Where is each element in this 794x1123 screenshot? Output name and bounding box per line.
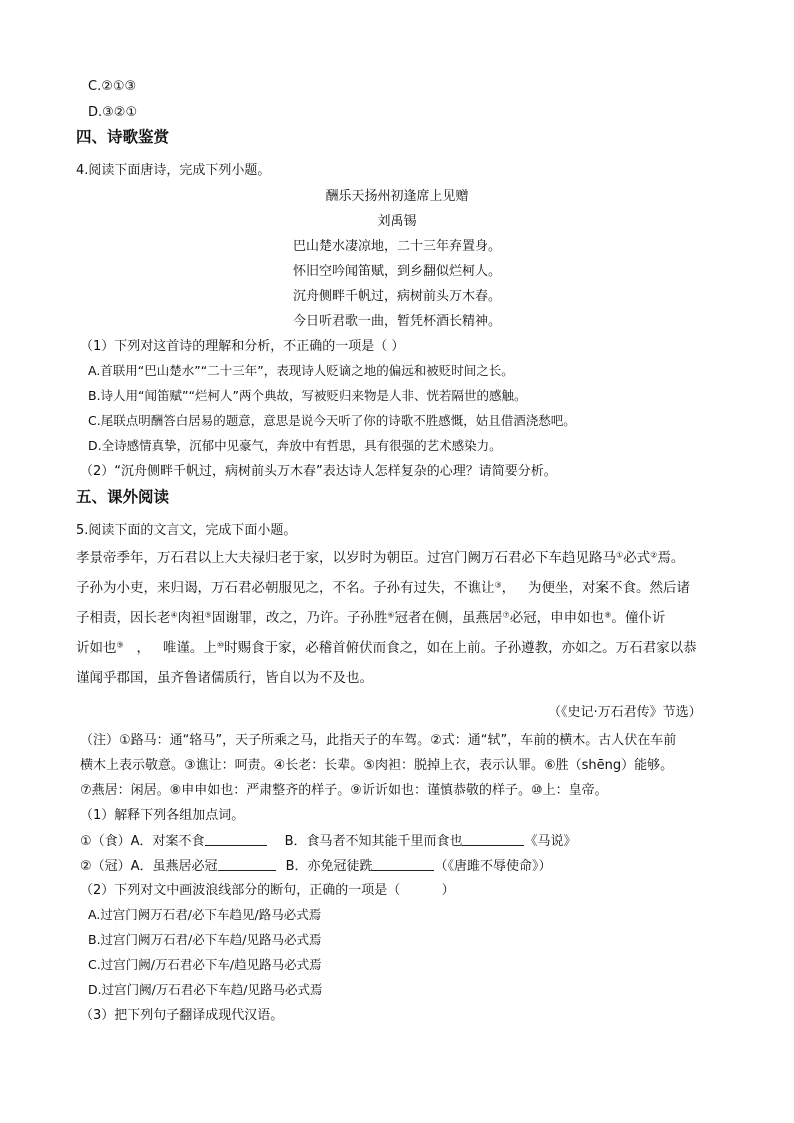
question-5-3: （3）把下列句子翻译成现代汉语。 bbox=[80, 1008, 284, 1023]
poem-title: 酬乐天扬州初逢席上见赠 bbox=[325, 189, 469, 204]
choice-c: C.过宫门阙/万石君必下车/趋见路马必式焉 bbox=[88, 957, 322, 972]
choice-c: C.尾联点明酬答白居易的题意，意思是说今天听了你的诗歌不胜感慨，姑且借酒浇愁吧。 bbox=[88, 413, 576, 428]
choice-a: A.首联用“巴山楚水”“二十三年”，表现诗人贬谪之地的偏远和被贬时间之长。 bbox=[88, 363, 514, 378]
question-5-1-row: ①（食）A．对案不食 B．食马者不知其能千里而食也 《马说》 bbox=[80, 834, 577, 849]
choice-a: A.过宫门阙万石君/必下车趋见/路马必式焉 bbox=[88, 907, 322, 922]
question-4-intro: 4.阅读下面唐诗，完成下列小题。 bbox=[76, 163, 271, 178]
choice-b: B.过宫门阙万石君/必下车趋/见路马必式焉 bbox=[88, 932, 322, 947]
answer-blank[interactable] bbox=[372, 859, 434, 871]
answer-blank[interactable] bbox=[462, 834, 524, 846]
poem-line: 沉舟侧畔千帆过，病树前头万木春。 bbox=[292, 289, 501, 304]
option-d: D.③②① bbox=[88, 105, 138, 120]
question-5-intro: 5.阅读下面的文言文，完成下面小题。 bbox=[76, 523, 297, 538]
passage-line: 子相责，因长老④肉袒⑤固谢罪，改之，乃许。子孙胜⑥冠者在侧，虽燕居⑦必冠，申申如也⑧。僮仆䜣 bbox=[76, 610, 666, 626]
answer-blank[interactable] bbox=[218, 859, 276, 871]
poem-line: 怀旧空吟闻笛赋，到乡翻似烂柯人。 bbox=[292, 264, 501, 279]
passage-line: 孝景帝季年，万石君以上大夫禄归老于家，以岁时为朝臣。过宫门阙万石君必下车趋见路马①必式②焉。 bbox=[76, 550, 685, 566]
question-5-1: （1）解释下列各组加点词。 bbox=[80, 808, 245, 823]
passage-line: 谨闻乎郡国，虽齐鲁诸儒质行，皆自以为不及也。 bbox=[76, 670, 373, 686]
section-heading-reading: 五、课外阅读 bbox=[76, 488, 170, 506]
choice-b: B.诗人用“闻笛赋”“烂柯人”两个典故，写被贬归来物是人非、恍若隔世的感触。 bbox=[88, 388, 527, 403]
annotation-line: 横木上表示敬意。③谯让：呵责。④长老：长辈。⑤肉袒：脱掉上衣，表示认罪。⑥胜（shēng）能够。 bbox=[80, 758, 674, 773]
section-heading-poetry: 四、诗歌鉴赏 bbox=[76, 128, 170, 146]
passage-line: 䜣如也⑨ ， 唯谨。上⑩时赐食于家，必稽首俯伏而食之，如在上前。子孙遵教，亦如之。万石君家以恭 bbox=[76, 640, 697, 656]
choice-d: D.全诗感情真挚，沉郁中见豪气，奔放中有哲思，具有很强的艺术感染力。 bbox=[88, 438, 502, 453]
answer-blank[interactable] bbox=[205, 834, 267, 846]
passage-source: （《史记·万石君传》节选） bbox=[548, 705, 702, 720]
annotation-line: ⑦燕居：闲居。⑧申申如也：严肃整齐的样子。⑨䜣䜣如也：谨慎恭敬的样子。⑩上：皇帝。 bbox=[80, 783, 608, 798]
choice-d: D.过宫门阙/万石君必下车趋/见路马必式焉 bbox=[88, 982, 323, 997]
annotation-line: （注）①路马：通“辂马”，天子所乘之马，此指天子的车驾。②式：通“轼”，车前的横木。古人伏在车前 bbox=[80, 733, 677, 748]
question-4-2: （2）“沉舟侧畔千帆过，病树前头万木春”表达诗人怎样复杂的心理？请简要分析。 bbox=[80, 464, 557, 479]
question-5-2: （2）下列对文中画波浪线部分的断句，正确的一项是（ ） bbox=[80, 883, 455, 898]
poem-line: 巴山楚水凄凉地，二十三年弃置身。 bbox=[292, 239, 501, 254]
question-5-1-row: ②（冠）A．虽燕居必冠 B．亦免冠徒跣 （《唐雎不辱使命》） bbox=[80, 859, 552, 874]
question-4-1: （1）下列对这首诗的理解和分析，不正确的一项是（ ） bbox=[80, 339, 405, 354]
poem-line: 今日听君歌一曲，暂凭杯酒长精神。 bbox=[292, 314, 501, 329]
poem-author: 刘禹锡 bbox=[377, 214, 417, 229]
passage-line: 子孙为小吏，来归谒，万石君必朝服见之，不名。子孙有过失，不谯让③， 为便坐，对案不食。然后诸 bbox=[76, 580, 691, 596]
option-c: C.②①③ bbox=[88, 79, 137, 94]
